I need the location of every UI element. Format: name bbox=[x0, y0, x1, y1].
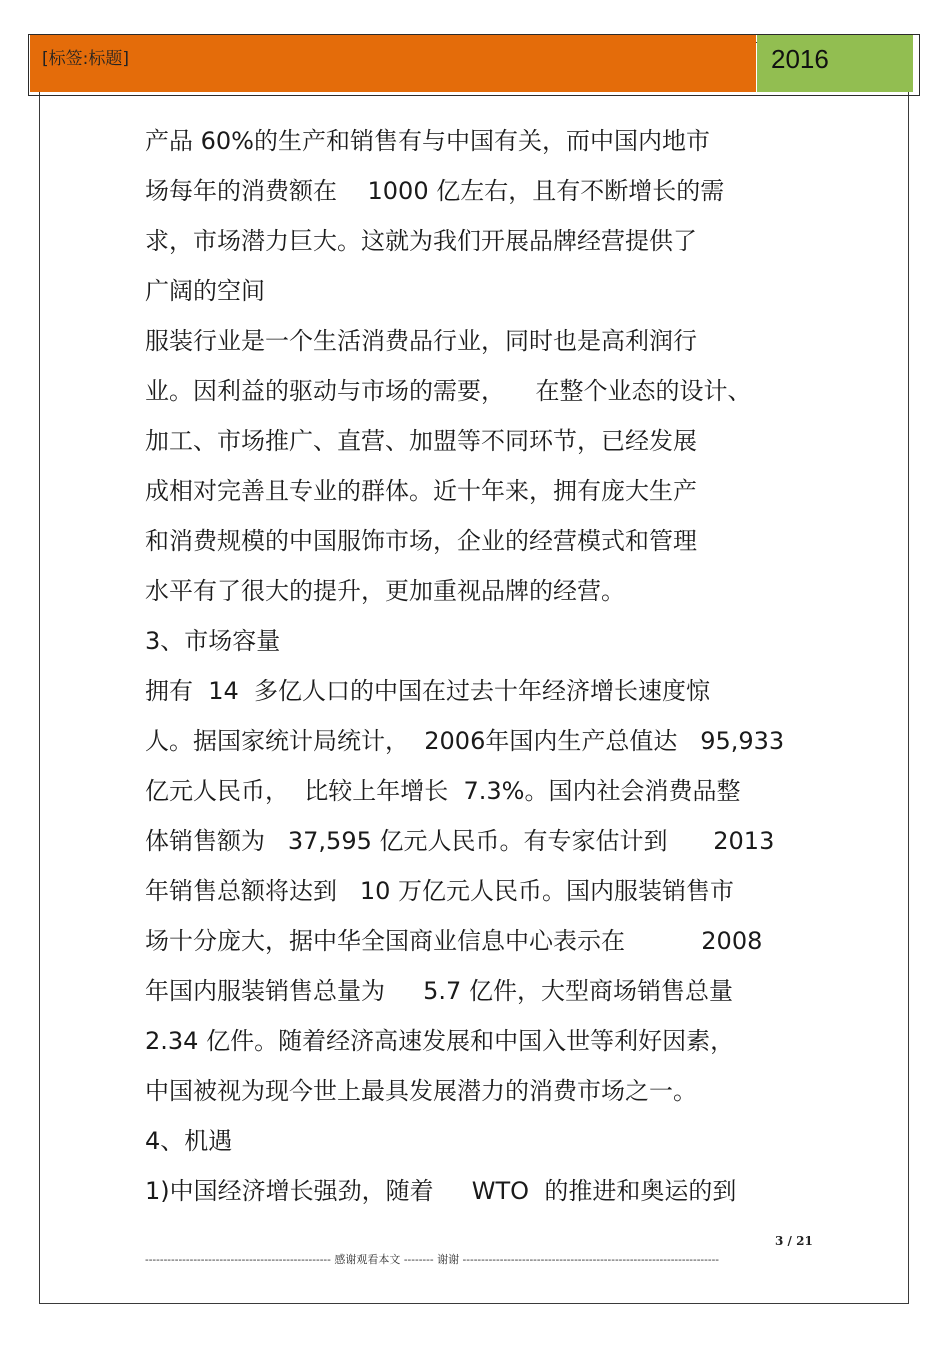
body-line: 场十分庞大，据中华全国商业信息中心表示在 2008 bbox=[145, 927, 763, 955]
body-line: 业。因利益的驱动与市场的需要， 在整个业态的设计、 bbox=[145, 377, 752, 405]
body-line: 1)中国经济增长强劲，随着 WTO 的推进和奥运的到 bbox=[145, 1177, 737, 1205]
body-line: 场每年的消费额在 1000 亿左右，且有不断增长的需 bbox=[145, 177, 725, 205]
body-line: 水平有了很大的提升，更加重视品牌的经营。 bbox=[145, 577, 625, 605]
body-text bbox=[145, 116, 825, 1216]
body-line: 亿元人民币， 比较上年增长 7.3%。国内社会消费品整 bbox=[145, 777, 741, 805]
body-line: 和消费规模的中国服饰市场，企业的经营模式和管理 bbox=[145, 527, 697, 555]
body-line: 拥有 14 多亿人口的中国在过去十年经济增长速度惊 bbox=[145, 677, 711, 705]
body-line: 产品 60%的生产和销售有与中国有关，而中国内地市 bbox=[145, 127, 710, 155]
body-line: 加工、市场推广、直营、加盟等不同环节，已经发展 bbox=[145, 427, 697, 455]
body-line: 人。据国家统计局统计， 2006年国内生产总值达 95,933 bbox=[145, 727, 785, 755]
body-line: 广阔的空间 bbox=[145, 277, 265, 305]
body-line: 年国内服装销售总量为 5.7 亿件，大型商场销售总量 bbox=[145, 977, 733, 1005]
footer-text: -------------------------------------------------- 感谢观看本文 -------- 谢谢 --------------------------------------------------------------------- bbox=[145, 1253, 720, 1266]
body-line: 体销售额为 37,595 亿元人民币。有专家估计到 2013 bbox=[145, 827, 775, 855]
body-line: 4、机遇 bbox=[145, 1127, 233, 1155]
page-number: 3 / 21 bbox=[775, 1234, 813, 1248]
body-line: 年销售总额将达到 10 万亿元人民币。国内服装销售市 bbox=[145, 877, 735, 905]
body-line: 成相对完善且专业的群体。近十年来，拥有庞大生产 bbox=[145, 477, 697, 505]
header-year: 2016 bbox=[771, 44, 829, 74]
body-line: 中国被视为现今世上最具发展潜力的消费市场之一。 bbox=[145, 1077, 697, 1105]
header-tag: [标签:标题] bbox=[42, 49, 129, 69]
body-line: 求，市场潜力巨大。这就为我们开展品牌经营提供了 bbox=[145, 227, 697, 255]
body-line: 服装行业是一个生活消费品行业，同时也是高利润行 bbox=[145, 327, 697, 355]
body-line: 2.34 亿件。随着经济高速发展和中国入世等利好因素， bbox=[145, 1027, 735, 1055]
body-line: 3、市场容量 bbox=[145, 627, 281, 655]
